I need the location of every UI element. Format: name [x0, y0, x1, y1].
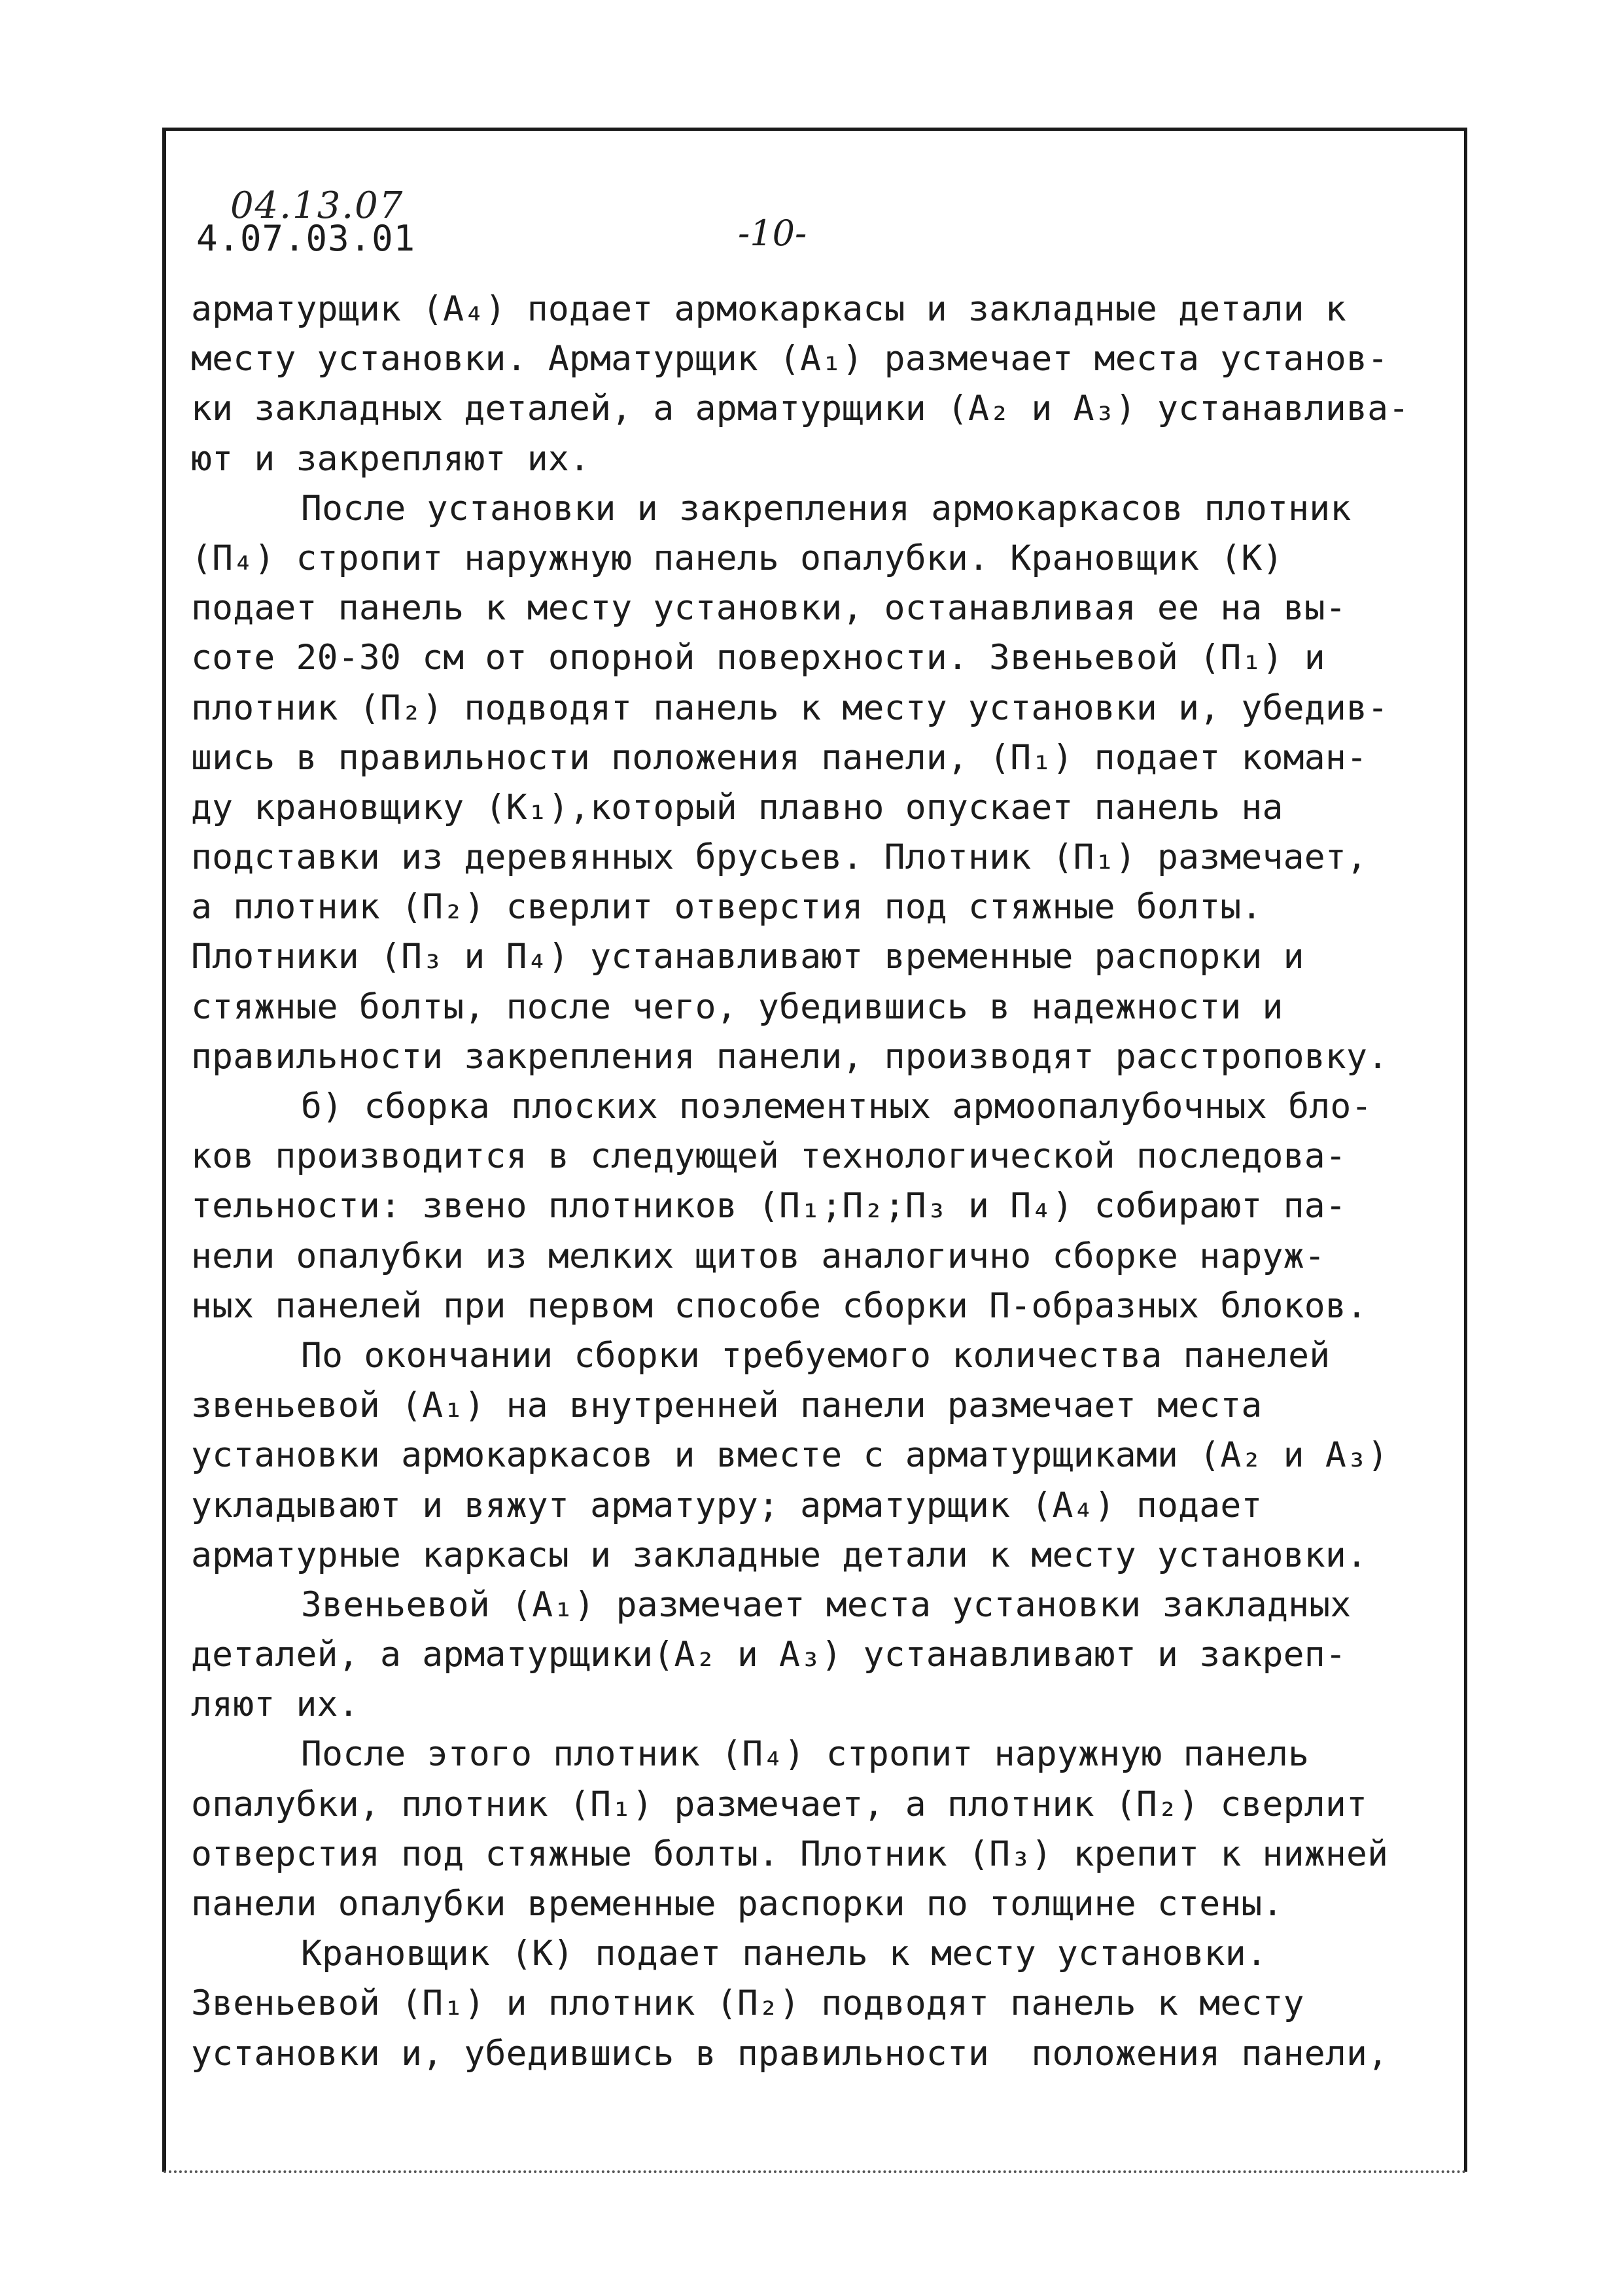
body-line: месту установки. Арматурщик (А₁) размечает места установ-	[191, 339, 1389, 379]
body-line: отверстия под стяжные болты. Плотник (П₃) крепит к нижней	[191, 1834, 1389, 1874]
body-line: ют и закрепляют их.	[191, 438, 591, 479]
body-line: стяжные болты, после чего, убедившись в надежности и	[191, 986, 1283, 1027]
bottom-border-rule	[164, 2170, 1467, 2173]
body-line: опалубки, плотник (П₁) размечает, а плотник (П₂) сверлит	[191, 1784, 1368, 1824]
body-line: укладывают и вяжут арматуру; арматурщик (А₄) подает	[191, 1485, 1263, 1525]
body-line: (П₄) стропит наружную панель опалубки. Крановщик (К)	[191, 538, 1283, 578]
handwritten-document-code: 04.13.07	[230, 184, 404, 227]
body-line: После этого плотник (П₄) стропит наружную панель	[301, 1734, 1310, 1775]
body-line: ки закладных деталей, а арматурщики (А₂ и А₃) устанавлива-	[191, 389, 1410, 429]
body-line: панели опалубки временные распорки по толщине стены.	[191, 1884, 1283, 1924]
body-line: а плотник (П₂) сверлит отверстия под стяжные болты.	[191, 887, 1263, 928]
body-line: арматурщик (А₄) подает армокаркасы и закладные детали к	[191, 289, 1346, 329]
document-code: 4.07.03.01	[196, 218, 416, 259]
body-line: ков производится в следующей технологической последова-	[191, 1136, 1346, 1177]
body-line: Плотники (П₃ и П₄) устанавливают временные распорки и	[191, 937, 1304, 977]
body-line: ных панелей при первом способе сборки П-образных блоков.	[191, 1285, 1368, 1326]
body-line: шись в правильности положения панели, (П₁) подает коман-	[191, 737, 1368, 778]
body-line: ляют их.	[191, 1684, 359, 1725]
body-line: нели опалубки из мелких щитов аналогично сборке наруж-	[191, 1236, 1325, 1276]
body-line: правильности закрепления панели, производят расстроповку.	[191, 1036, 1389, 1077]
page-number-text: -10-	[738, 213, 807, 254]
body-line: Звеньевой (П₁) и плотник (П₂) подводят панель к месту	[191, 1983, 1304, 2024]
body-line: Звеньевой (А₁) размечает места установки закладных	[301, 1584, 1352, 1625]
body-line: арматурные каркасы и закладные детали к месту установки.	[191, 1535, 1368, 1575]
body-line: ду крановщику (К₁),который плавно опускает панель на	[191, 787, 1283, 827]
body-line: Крановщик (К) подает панель к месту установки.	[301, 1934, 1267, 1974]
body-line: деталей, а арматурщики(А₂ и А₃) устанавливают и закреп-	[191, 1635, 1346, 1675]
body-line: б) сборка плоских поэлементных армоопалубочных бло-	[301, 1087, 1372, 1126]
body-line: тельности: звено плотников (П₁;П₂;П₃ и П₄) собирают па-	[191, 1186, 1346, 1226]
body-line: звеньевой (А₁) на внутренней панели размечает места	[191, 1385, 1263, 1426]
body-line: После установки и закрепления армокаркасов плотник	[301, 488, 1352, 529]
body-line: По окончании сборки требуемого количества панелей	[301, 1335, 1331, 1376]
page-number	[738, 213, 807, 254]
body-line: подает панель к месту установки, останавливая ее на вы-	[191, 588, 1346, 629]
body-line: плотник (П₂) подводят панель к месту установки и, убедив-	[191, 687, 1389, 728]
body-line: установки и, убедившись в правильности положения панели,	[191, 2033, 1389, 2074]
body-line: подставки из деревянных брусьев. Плотник (П₁) размечает,	[191, 837, 1368, 878]
body-line: соте 20-30 см от опорной поверхности. Звеньевой (П₁) и	[191, 638, 1325, 678]
document-body-text	[191, 285, 1463, 2079]
body-line: установки армокаркасов и вместе с арматурщиками (А₂ и А₃)	[191, 1435, 1389, 1476]
